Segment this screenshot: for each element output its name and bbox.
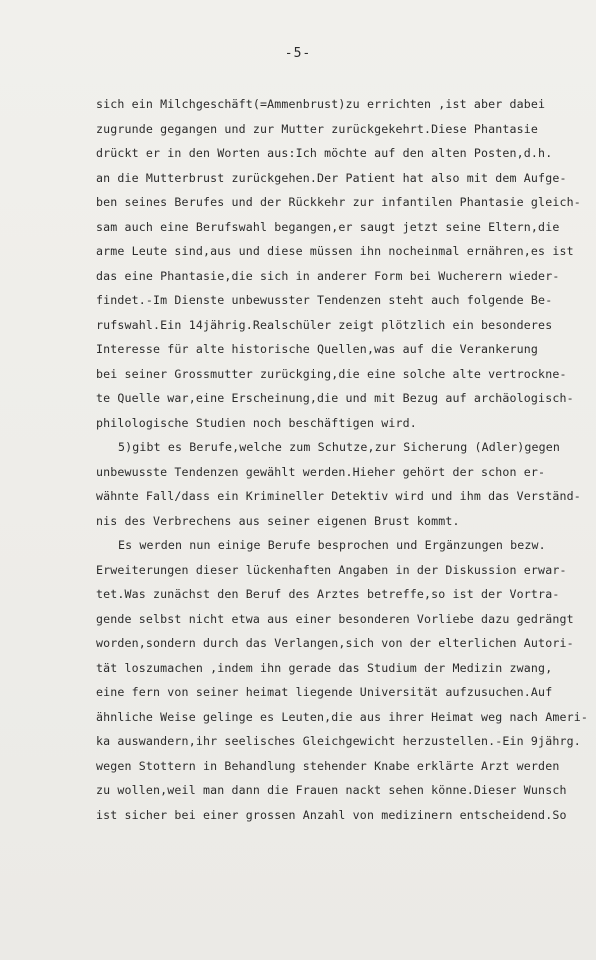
text-line: das eine Phantasie,die sich in anderer Form bei Wucherern wieder- bbox=[96, 268, 560, 283]
text-line: tet.Was zunächst den Beruf des Arztes betreffe,so ist der Vortra- bbox=[96, 587, 560, 601]
text-line: unbewusste Tendenzen gewählt werden.Hieher gehört der schon er- bbox=[96, 464, 546, 479]
text-line: an die Mutterbrust zurückgehen.Der Patient hat also mit dem Aufge- bbox=[96, 170, 567, 185]
text-line: ben seines Berufes und der Rückkehr zur infantilen Phantasie gleich- bbox=[96, 195, 581, 209]
text-line: rufswahl.Ein 14jährig.Realschüler zeigt plötzlich ein besonderes bbox=[96, 317, 553, 332]
text-line: zu wollen,weil man dann die Frauen nackt sehen könne.Dieser Wunsch bbox=[96, 783, 567, 797]
text-line: philologische Studien noch beschäftigen wird. bbox=[96, 415, 417, 430]
text-line: 5)gibt es Berufe,welche zum Schutze,zur Sicherung (Adler)gegen bbox=[118, 440, 561, 454]
text-line: drückt er in den Worten aus:Ich möchte auf den alten Posten,d.h. bbox=[96, 146, 553, 160]
text-line: Es werden nun einige Berufe besprochen und Ergänzungen bezw. bbox=[118, 538, 546, 552]
text-line: sam auch eine Berufswahl begangen,er saugt jetzt seine Eltern,die bbox=[96, 219, 560, 234]
text-line: wegen Stottern in Behandlung stehender Knabe erklärte Arzt werden bbox=[96, 758, 560, 773]
text-line: zugrunde gegangen und zur Mutter zurückgekehrt.Diese Phantasie bbox=[96, 121, 539, 136]
text-line: eine fern von seiner heimat liegende Universität aufzusuchen.Auf bbox=[96, 685, 553, 699]
text-line: findet.-Im Dienste unbewusster Tendenzen steht auch folgende Be- bbox=[96, 293, 553, 307]
text-line: tät loszumachen ,indem ihn gerade das Studium der Medizin zwang, bbox=[96, 660, 553, 675]
text-line: nis des Verbrechens aus seiner eigenen Brust kommt. bbox=[96, 513, 460, 528]
text-line: gende selbst nicht etwa aus einer besonderen Vorliebe dazu gedrängt bbox=[96, 611, 574, 626]
text-line: ist sicher bei einer grossen Anzahl von medizinern entscheidend.So bbox=[96, 807, 567, 822]
text-line: Interesse für alte historische Quellen,was auf die Verankerung bbox=[96, 342, 539, 356]
page-number: -5- bbox=[284, 46, 312, 61]
text-line: arme Leute sind,aus und diese müssen ihn nocheinmal ernähren,es ist bbox=[96, 244, 574, 258]
text-line: wähnte Fall/dass ein Krimineller Detektiv wird und ihm das Verständ- bbox=[96, 489, 581, 503]
text-line: sich ein Milchgeschäft(=Ammenbrust)zu errichten ,ist aber dabei bbox=[96, 97, 546, 111]
text-line: Erweiterungen dieser lückenhaften Angaben in der Diskussion erwar- bbox=[96, 562, 567, 577]
text-line: bei seiner Grossmutter zurückging,die eine solche alte vertrockne- bbox=[96, 366, 567, 381]
text-line: worden,sondern durch das Verlangen,sich von der elterlichen Autori- bbox=[96, 636, 574, 650]
text-line: ka auswandern,ihr seelisches Gleichgewicht herzustellen.-Ein 9jährg. bbox=[96, 734, 581, 748]
text-line: te Quelle war,eine Erscheinung,die und mit Bezug auf archäologisch- bbox=[96, 391, 574, 405]
text-line: ähnliche Weise gelinge es Leuten,die aus ihrer Heimat weg nach Ameri- bbox=[96, 709, 588, 724]
